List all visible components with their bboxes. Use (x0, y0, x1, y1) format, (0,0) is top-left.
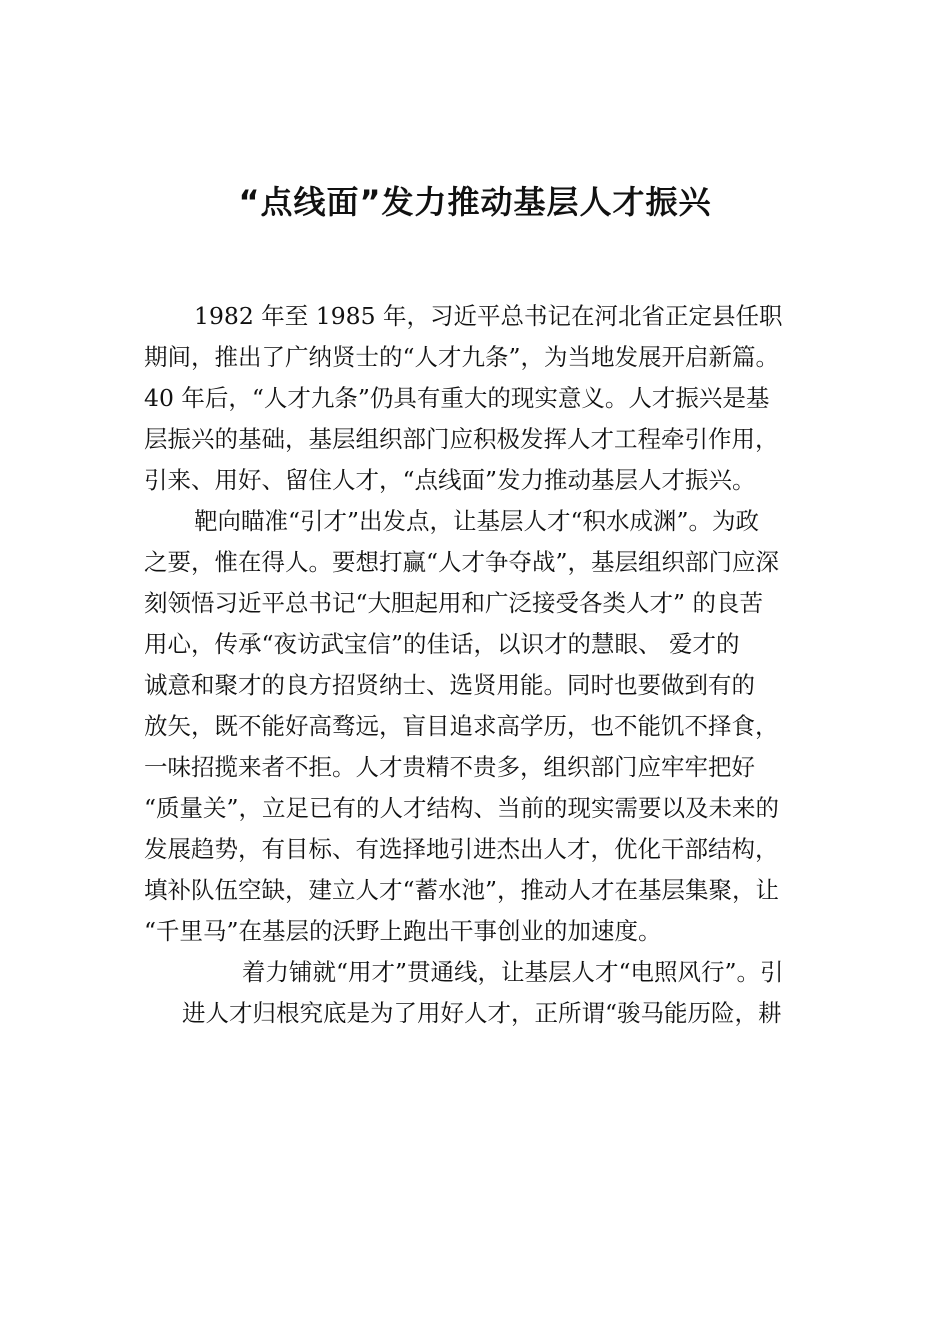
paragraph-2-line-7: 一味招揽来者不拒。人才贵精不贵多，组织部门应牢牢把好 (144, 753, 755, 781)
paragraph-3-line-2: 进人才归根究底是为了用好人才，正所谓“骏马能历险，耕 (182, 999, 782, 1027)
paragraph-2-line-6: 放矢，既不能好高骛远，盲目追求高学历，也不能饥不择食， (144, 712, 779, 740)
paragraph-1-line-2: 期间，推出了广纳贤士的“人才九条”，为当地发展开启新篇。 (144, 343, 780, 371)
document-body (144, 296, 834, 1034)
paragraph-2-line-5: 诚意和聚才的良方招贤纳士、选贤用能。同时也要做到有的 (144, 671, 755, 699)
paragraph-2-line-4: 用心，传承“夜访武宝信”的佳话，以识才的慧眼、 爱才的 (144, 630, 740, 658)
paragraph-1-line-5: 引来、用好、留住人才，“点线面”发力推动基层人才振兴。 (144, 466, 756, 494)
paragraph-2-line-1: 靶向瞄准“引才”出发点，让基层人才“积水成渊”。为政 (194, 507, 760, 535)
paragraph-2-line-2: 之要，惟在得人。要想打赢“人才争夺战”，基层组织部门应深 (144, 548, 780, 576)
paragraph-3-line-1: 着力铺就“用才”贯通线，让基层人才“电照风行”。引 (242, 958, 784, 986)
paragraph-1-line-1: 1982 年至 1985 年，习近平总书记在河北省正定县任职 (194, 302, 783, 330)
paragraph-2-line-3: 刻领悟习近平总书记“大胆起用和广泛接受各类人才” 的良苦 (144, 589, 763, 617)
paragraph-2-line-10: 填补队伍空缺，建立人才“蓄水池”，推动人才在基层集聚，让 (144, 876, 780, 904)
paragraph-1-line-3: 40 年后，“人才九条”仍具有重大的现实意义。人才振兴是基 (144, 384, 770, 412)
document-title: “点线面”发力推动基层人才振兴 (238, 183, 712, 221)
paragraph-2-line-11: “千里马”在基层的沃野上跑出干事创业的加速度。 (144, 917, 662, 945)
paragraph-2-line-9: 发展趋势，有目标、有选择地引进杰出人才，优化干部结构， (144, 835, 779, 863)
paragraph-2-line-8: “质量关”，立足已有的人才结构、当前的现实需要以及未来的 (144, 794, 780, 822)
paragraph-1-line-4: 层振兴的基础，基层组织部门应积极发挥人才工程牵引作用， (144, 425, 779, 453)
